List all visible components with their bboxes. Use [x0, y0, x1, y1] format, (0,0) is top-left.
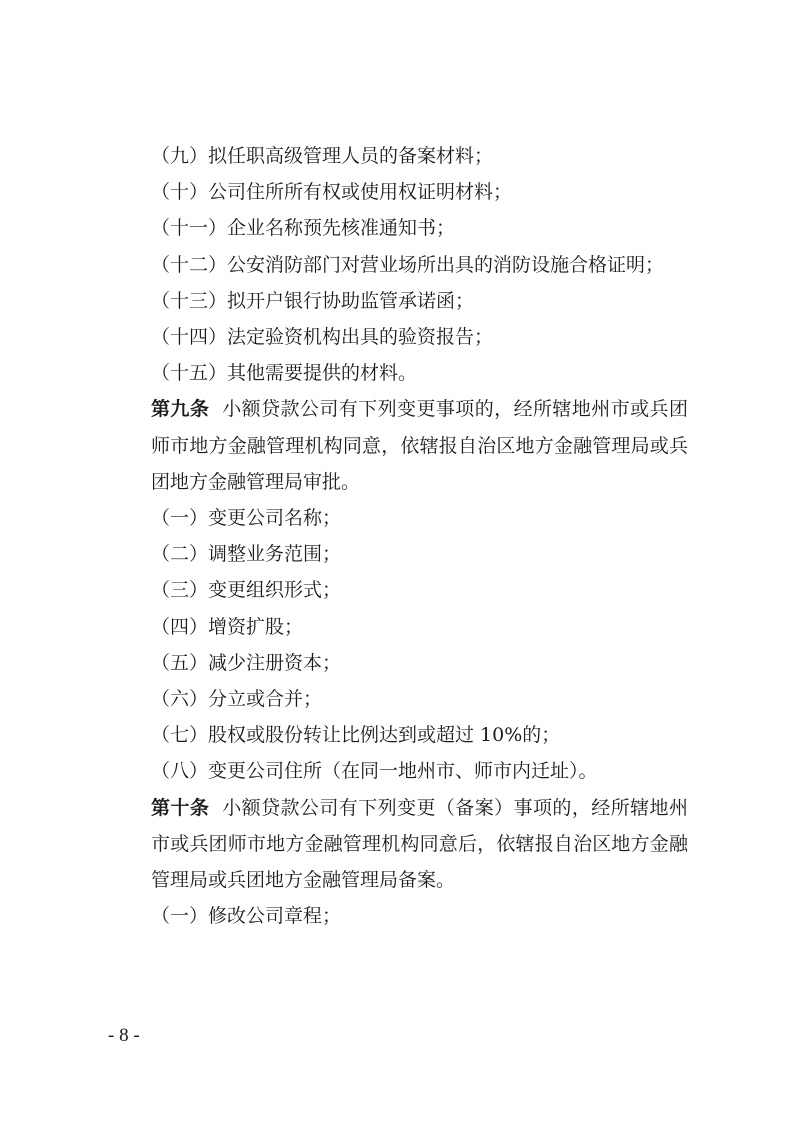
article-9-text: 小额贷款公司有下列变更事项的，经所辖地州市或兵团师市地方金融管理机构同意，依辖报自治区地方金融管理局或兵团地方金融管理局审批。: [151, 398, 688, 493]
list-item: （八）变更公司住所（在同一地州市、师市内迁址）。: [151, 760, 598, 783]
article-10-heading: 第十条: [151, 796, 210, 819]
list-item: （十四）法定验资机构出具的验资报告；: [151, 326, 494, 349]
list-item: （四）增资扩股；: [151, 615, 304, 638]
page-number: - 8 -: [108, 1025, 140, 1046]
list-item: （十二）公安消防部门对营业场所出具的消防设施合格证明；: [151, 253, 665, 276]
list-item: （二）调整业务范围；: [151, 543, 342, 566]
list-item: （十一）企业名称预先核准通知书；: [151, 217, 456, 240]
article-9-paragraph: [108, 391, 688, 500]
list-item: （三）变更组织形式；: [151, 579, 342, 602]
article-10-text: 小额贷款公司有下列变更（备案）事项的，经所辖地州市或兵团师市地方金融管理机构同意后，依辖报自治区地方金融管理局或兵团地方金融管理局备案。: [151, 796, 688, 892]
article-9-heading: 第九条: [151, 398, 210, 421]
list-item: （十）公司住所所有权或使用权证明材料；: [151, 181, 513, 204]
list-item: （一）修改公司章程；: [151, 905, 342, 928]
list-item: （九）拟任职高级管理人员的备案材料；: [151, 145, 494, 167]
list-item: （五）减少注册资本；: [151, 651, 342, 674]
list-item: （一）变更公司名称；: [151, 507, 342, 530]
document-body: [108, 138, 688, 934]
list-item: （六）分立或合并；: [151, 688, 323, 711]
list-item: （七）股权或股份转让比例达到或超过 10%的；: [151, 724, 561, 747]
list-item: （十五）其他需要提供的材料。: [151, 362, 418, 385]
article-10-paragraph: [108, 790, 688, 899]
list-item: （十三）拟开户银行协助监管承诺函；: [151, 289, 475, 312]
